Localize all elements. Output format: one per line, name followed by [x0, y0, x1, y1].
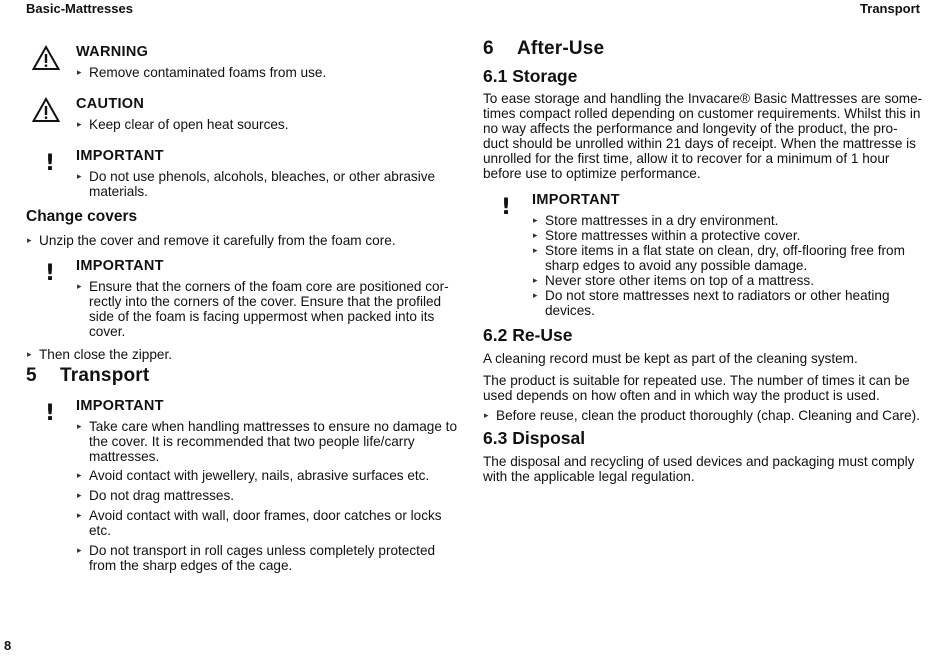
- important-item: ▸ Store items in a flat state on clean, dry, off-flooring free from sharp edges to avoid any possible damage.: [532, 243, 922, 273]
- running-header-left: Basic-Mattresses: [26, 1, 133, 16]
- disposal-heading: 6.3 Disposal: [483, 428, 586, 448]
- section-transport-heading: [26, 365, 149, 387]
- important-item: ▸ Do not store mattresses next to radiators or other heating devices.: [532, 288, 922, 318]
- caution-item: ▸ Keep clear of open heat sources.: [76, 117, 456, 132]
- section-after-use-heading: [483, 38, 604, 60]
- running-header-right: Transport: [860, 1, 920, 16]
- caution-notice: [76, 96, 456, 132]
- warning-title: WARNING: [76, 44, 149, 60]
- important-item: ▸ Never store other items on top of a mattress.: [532, 273, 922, 288]
- reuse-heading: 6.2 Re-Use: [483, 325, 573, 345]
- section-number: 6: [483, 38, 494, 59]
- storage-paragraph: To ease storage and handling the Invacare® Basic Mattresses are some-times compact rolled depending on customer requirements. Whilst this in no way affects the performance and longevity of the product, the pro-duct should be unrolled within 21 days of receipt. When the mattresse is unrolled for the first time, allow it to recover for a minimum of 1 hour before use to optimize performance.: [483, 91, 923, 181]
- important-item: ▸ Ensure that the corners of the foam core are positioned cor-rectly into the corners of the cover. Ensure that the profiled side of the foam is facing uppermost when packed into its cover.: [76, 279, 461, 339]
- important-item: ▸ Avoid contact with wall, door frames, door catches or locks etc.: [76, 508, 461, 538]
- important-item: ▸ Do not use phenols, alcohols, bleaches, or other abrasive materials.: [76, 169, 446, 199]
- warning-notice: [76, 44, 456, 80]
- important-item: ▸ Take care when handling mattresses to ensure no damage to the cover. It is recommended that two people life/carry mattresses.: [76, 419, 461, 464]
- section-number: 5: [26, 365, 37, 386]
- exclamation-icon: !: [44, 261, 56, 286]
- important-title: IMPORTANT: [532, 192, 620, 208]
- exclamation-icon: !: [44, 151, 56, 176]
- important-title: IMPORTANT: [76, 148, 164, 164]
- important-item: ▸ Do not transport in roll cages unless completely protected from the sharp edges of the cage.: [76, 543, 461, 573]
- important-title: IMPORTANT: [76, 398, 164, 414]
- important-item: ▸ Store mattresses within a protective cover.: [532, 228, 922, 243]
- change-covers-step-2: ▸ Then close the zipper.: [26, 347, 459, 362]
- caution-triangle-icon: [32, 96, 60, 124]
- important-item: ▸ Store mattresses in a dry environment.: [532, 213, 922, 228]
- reuse-bullet: ▸ Before reuse, clean the product thoroughly (chap. Cleaning and Care).: [483, 408, 946, 423]
- warning-item: ▸ Remove contaminated foams from use.: [76, 65, 456, 80]
- section-title: Transport: [60, 365, 150, 386]
- reuse-paragraph-1: A cleaning record must be kept as part of the cleaning system.: [483, 351, 858, 366]
- warning-triangle-icon: [32, 44, 60, 72]
- exclamation-icon: !: [500, 195, 512, 220]
- caution-title: CAUTION: [76, 96, 145, 112]
- exclamation-icon: !: [44, 401, 56, 426]
- storage-heading: 6.1 Storage: [483, 66, 578, 86]
- important-notice-storage: [500, 192, 922, 318]
- important-notice-cleaning: [44, 148, 446, 199]
- change-covers-heading: Change covers: [26, 208, 138, 225]
- disposal-paragraph: The disposal and recycling of used devices and packaging must comply with the applicable legal regulation.: [483, 454, 915, 484]
- important-item: ▸ Avoid contact with jewellery, nails, abrasive surfaces etc.: [76, 468, 461, 483]
- change-covers-step-1: ▸ Unzip the cover and remove it carefully from the foam core.: [26, 233, 459, 248]
- important-notice-transport: [44, 398, 461, 573]
- page-number: 8: [4, 638, 12, 653]
- important-item: ▸ Do not drag mattresses.: [76, 488, 461, 503]
- important-notice-covers: [44, 258, 461, 339]
- important-title: IMPORTANT: [76, 258, 164, 274]
- section-title: After-Use: [517, 38, 605, 59]
- reuse-paragraph-2: The product is suitable for repeated use. The number of times it can be used depends on how often and in which way the product is used.: [483, 373, 910, 403]
